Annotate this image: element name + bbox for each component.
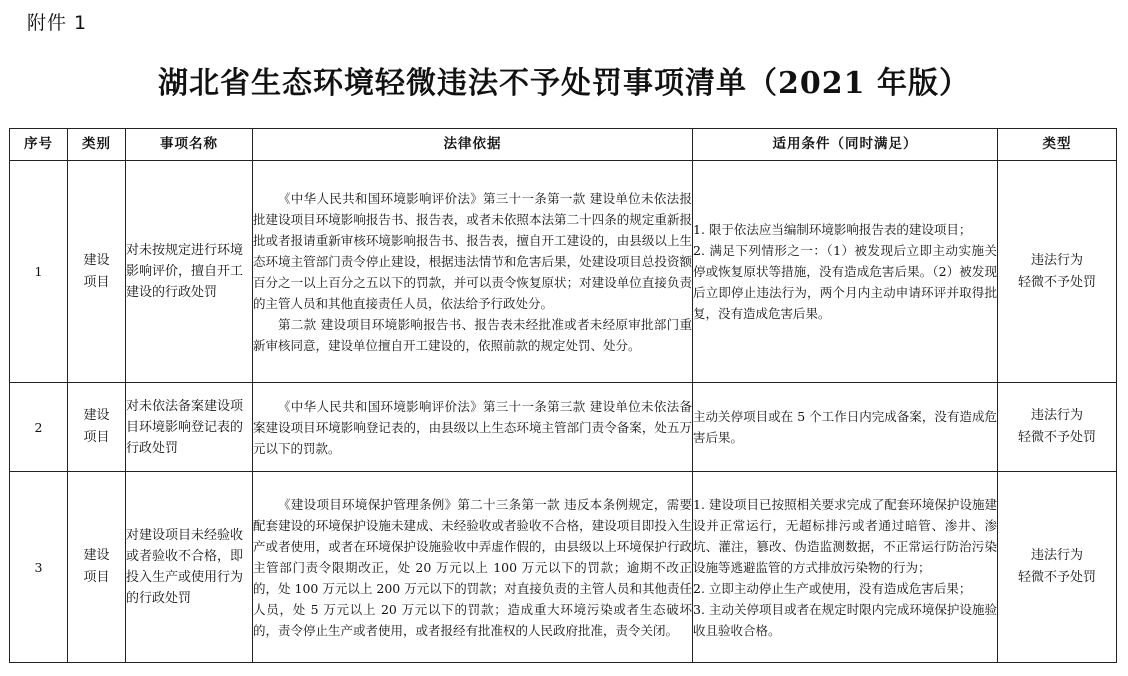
- row-conditions: [693, 472, 998, 663]
- table-row: [10, 161, 1117, 383]
- condition-item: 2. 立即主动停止生产或使用，没有造成危害后果；: [693, 580, 972, 596]
- legal-paragraph: 《建设项目环境保护管理条例》第二十三条第一款 违反本条例规定，需要配套建设的环境保护设施未建成、未经验收或者验收不合格，建设项目即投入生产或者使用，或者在环境保护设施验收中弄虚作假的，由县级以上环境保护行政主管部门责令限期改正，处 20 万元以上 100 万元以下的罚款；逾期不改正的，处 100 万元以上 200 万元以下的罚款；对直接负责的主管人员和其他责任人员，处 5 万元以上 20 万元以下的罚款；造成重大环境污染或者生态破坏的，责令停止生产或者使用，或者报经有批准权的人民政府批准，责令关闭。: [253, 496, 692, 638]
- row-item-name: 对未依法备案建设项目环境影响登记表的行政处罚: [126, 383, 253, 472]
- table-row: [10, 472, 1117, 663]
- category-line: 建设: [83, 548, 110, 563]
- category-line: 项目: [83, 570, 110, 585]
- legal-paragraph: 《中华人民共和国环境影响评价法》第三十一条第三款 建设单位未依法备案建设项目环境影响登记表的，由县级以上生态环境主管部门责令备案，处五万元以下的罚款。: [253, 398, 692, 456]
- type-line: 轻微不予处罚: [1017, 430, 1096, 445]
- type-line: 违法行为: [1030, 252, 1083, 268]
- row-number: 1: [10, 161, 68, 383]
- row-conditions: [693, 383, 998, 472]
- condition-item: 2. 满足下列情形之一：（1）被发现后立即主动实施关停或恢复原状等措施，没有造成危害后果。（2）被发现后立即停止违法行为，两个月内主动申请环评并取得批复，没有造成危害后果。: [693, 243, 997, 321]
- attachment-label: 附件 1: [27, 12, 88, 34]
- table-row: [10, 383, 1117, 472]
- condition-item: 3. 主动关停项目或者在规定时限内完成环境保护设施验收且验收合格。: [693, 601, 997, 638]
- column-header-number: 序号: [10, 129, 68, 161]
- type-line: 违法行为: [1030, 408, 1083, 423]
- category-line: 项目: [83, 274, 110, 290]
- row-type: [998, 472, 1117, 663]
- category-line: 项目: [83, 430, 110, 445]
- type-line: 轻微不予处罚: [1017, 274, 1096, 290]
- row-number: 3: [10, 472, 68, 663]
- row-category: [68, 472, 126, 663]
- type-line: 轻微不予处罚: [1017, 570, 1096, 585]
- column-header-type: 类型: [998, 129, 1117, 161]
- condition-item: 1. 建设项目已按照相关要求完成了配套环境保护设施建设并正常运行，无超标排污或者通过暗管、渗井、渗坑、灌注，篡改、伪造监测数据，不正常运行防治污染设施等逃避监管的方式排放污染物的行为；: [693, 496, 997, 575]
- row-category: [68, 161, 126, 383]
- legal-paragraph: 《中华人民共和国环境影响评价法》第三十一条第一款 建设单位未依法报批建设项目环境影响报告书、报告表，或者未依照本法第二十四条的规定重新报批或者报请重新审核环境影响报告书、报告表，擅自开工建设的，由县级以上生态环境主管部门责令停止建设，根据违法情节和危害后果，处建设项目总投资额百分之一以上百分之五以下的罚款，并可以责令恢复原状；对建设单位直接负责的主管人员和其他直接责任人员，依法给予行政处分。: [253, 190, 692, 311]
- category-line: 建设: [83, 252, 110, 268]
- row-item-name: 对建设项目未经验收或者验收不合格，即投入生产或使用行为的行政处罚: [126, 472, 253, 663]
- row-type: [998, 383, 1117, 472]
- condition-item: 1. 限于依法应当编制环境影响报告表的建设项目；: [693, 222, 972, 237]
- row-conditions: [693, 161, 998, 383]
- condition-item: 主动关停项目或在 5 个工作日内完成备案，没有造成危害后果。: [693, 409, 997, 445]
- row-legal-basis: [253, 161, 693, 383]
- row-type: [998, 161, 1117, 383]
- penalty-exemption-table: [9, 128, 1117, 663]
- type-line: 违法行为: [1030, 548, 1083, 563]
- category-line: 建设: [83, 408, 110, 423]
- column-header-legal-basis: 法律依据: [253, 129, 693, 161]
- legal-paragraph: 第二款 建设项目环境影响报告书、报告表未经批准或者未经原审批部门重新审核同意，建设单位擅自开工建设的，依照前款的规定处罚、处分。: [253, 316, 692, 353]
- row-item-name: 对未按规定进行环境影响评价，擅自开工建设的行政处罚: [126, 161, 253, 383]
- column-header-item-name: 事项名称: [126, 129, 253, 161]
- column-header-category: 类别: [68, 129, 126, 161]
- row-number: 2: [10, 383, 68, 472]
- row-legal-basis: [253, 472, 693, 663]
- row-legal-basis: [253, 383, 693, 472]
- table-header-row: [10, 129, 1117, 161]
- row-category: [68, 383, 126, 472]
- document-title: 湖北省生态环境轻微违法不予处罚事项清单（2021 年版）: [158, 66, 970, 101]
- column-header-conditions: 适用条件（同时满足）: [693, 129, 998, 161]
